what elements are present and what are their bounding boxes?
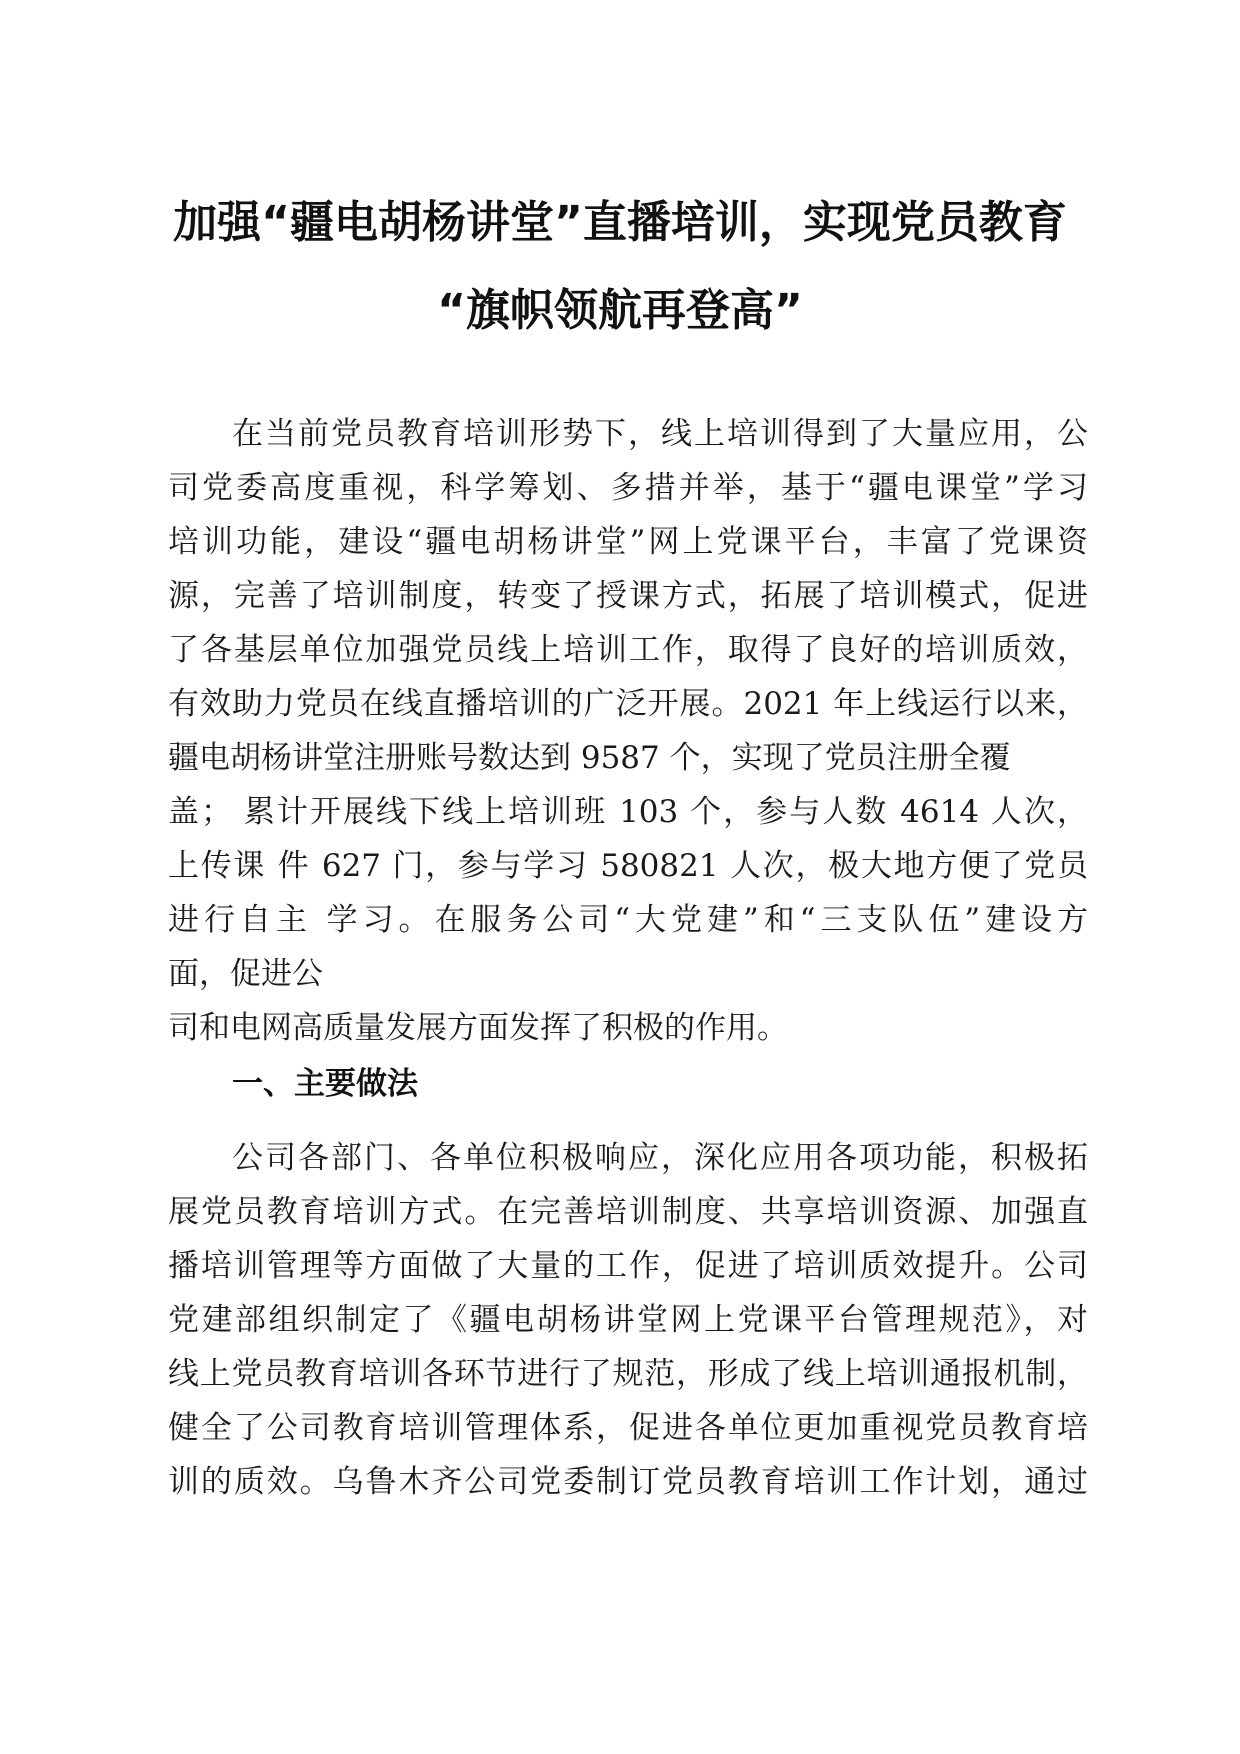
section-line-4: 党建部组织制定了《疆电胡杨讲堂网上党课平台管理规范》，对 xyxy=(168,1302,1088,1338)
intro-line-1: 在当前党员教育培训形势下，线上培训得到了大量应用，公 xyxy=(232,416,1088,452)
intro-line-5: 了各基层单位加强党员线上培训工作，取得了良好的培训质效， xyxy=(168,632,1088,668)
document-title-line-2: “旗帜领航再登高” xyxy=(437,285,803,336)
section-line-5: 线上党员教育培训各环节进行了规范，形成了线上培训通报机制， xyxy=(168,1356,1088,1392)
section-line-3: 播培训管理等方面做了大量的工作，促进了培训质效提升。公司 xyxy=(168,1248,1088,1284)
section-line-1: 公司各部门、各单位积极响应，深化应用各项功能，积极拓 xyxy=(232,1140,1088,1176)
intro-line-12: 司和电网高质量发展方面发挥了积极的作用。 xyxy=(168,1010,788,1046)
intro-line-4: 源，完善了培训制度，转变了授课方式，拓展了培训模式，促进 xyxy=(168,578,1088,614)
intro-line-8: 盖； 累计开展线下线上培训班 103 个，参与人数 4614 人次， xyxy=(168,794,1088,830)
section-line-2: 展党员教育培训方式。在完善培训制度、共享培训资源、加强直 xyxy=(168,1194,1088,1230)
intro-line-11: 面，促进公 xyxy=(168,956,323,992)
intro-line-3: 培训功能，建设“疆电胡杨讲堂”网上党课平台，丰富了党课资 xyxy=(168,524,1088,560)
section-heading: 一、主要做法 xyxy=(232,1066,418,1102)
document-title-line-1: 加强“疆电胡杨讲堂”直播培训，实现党员教育 xyxy=(173,197,1067,248)
intro-line-6: 有效助力党员在线直播培训的广泛开展。2021 年上线运行以来， xyxy=(168,686,1088,722)
section-line-6: 健全了公司教育培训管理体系，促进各单位更加重视党员教育培 xyxy=(168,1410,1088,1446)
intro-line-2: 司党委高度重视，科学筹划、多措并举，基于“疆电课堂”学习 xyxy=(168,470,1088,506)
section-line-7: 训的质效。乌鲁木齐公司党委制订党员教育培训工作计划，通过 xyxy=(168,1464,1088,1500)
intro-line-9: 上传课 件 627 门，参与学习 580821 人次，极大地方便了党员 xyxy=(168,848,1088,884)
intro-line-10: 进行自主 学习。在服务公司“大党建”和“三支队伍”建设方 xyxy=(168,902,1088,938)
intro-line-7: 疆电胡杨讲堂注册账号数达到 9587 个，实现了党员注册全覆 xyxy=(168,740,1011,776)
